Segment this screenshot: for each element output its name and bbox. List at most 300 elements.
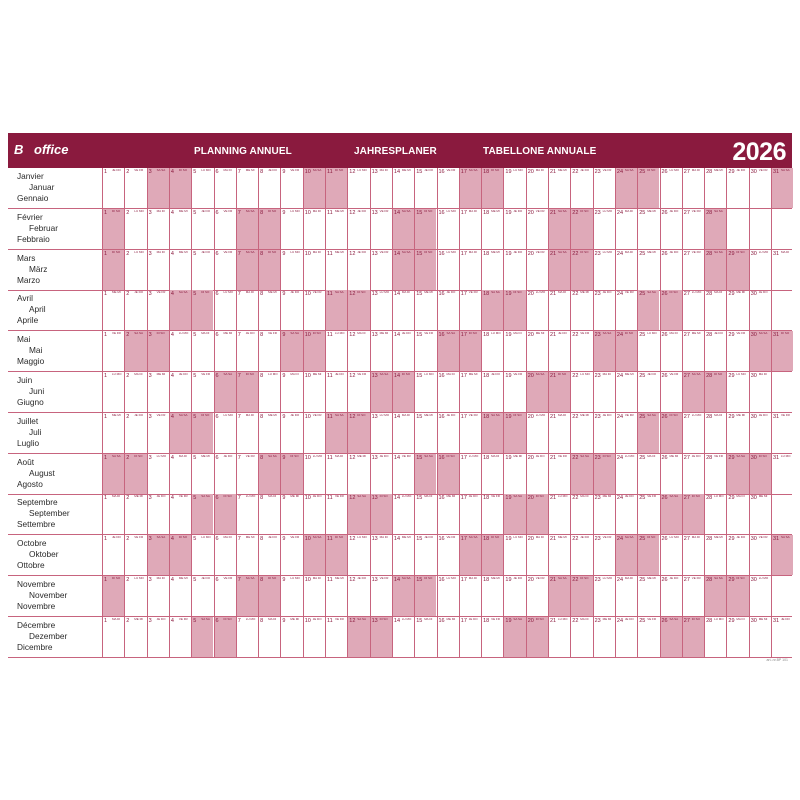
day-cell[interactable] bbox=[660, 168, 682, 208]
day-cell[interactable] bbox=[437, 413, 459, 453]
day-cell[interactable] bbox=[347, 209, 369, 249]
day-cell[interactable] bbox=[347, 494, 369, 534]
day-cell[interactable] bbox=[726, 250, 748, 290]
day-cell[interactable] bbox=[593, 454, 615, 494]
day-cell[interactable] bbox=[169, 168, 191, 208]
day-cell[interactable] bbox=[147, 290, 169, 330]
day-cell[interactable] bbox=[169, 535, 191, 575]
day-cell[interactable] bbox=[147, 168, 169, 208]
day-cell[interactable] bbox=[593, 535, 615, 575]
day-cell[interactable] bbox=[347, 576, 369, 616]
day-cell[interactable] bbox=[503, 209, 525, 249]
day-cell[interactable] bbox=[280, 454, 302, 494]
day-cell[interactable] bbox=[459, 209, 481, 249]
day-cell[interactable] bbox=[526, 413, 548, 453]
day-cell[interactable] bbox=[325, 250, 347, 290]
day-cell[interactable] bbox=[437, 290, 459, 330]
day-cell[interactable] bbox=[437, 331, 459, 371]
day-cell[interactable] bbox=[147, 494, 169, 534]
day-cell[interactable] bbox=[704, 250, 726, 290]
day-cell[interactable] bbox=[124, 535, 146, 575]
day-cell[interactable] bbox=[570, 372, 592, 412]
day-cell[interactable] bbox=[481, 535, 503, 575]
day-cell[interactable] bbox=[280, 168, 302, 208]
day-cell[interactable] bbox=[370, 250, 392, 290]
day-cell[interactable] bbox=[771, 617, 793, 657]
day-cell[interactable] bbox=[214, 209, 236, 249]
day-cell[interactable] bbox=[347, 290, 369, 330]
day-cell[interactable] bbox=[593, 372, 615, 412]
day-cell[interactable] bbox=[526, 250, 548, 290]
day-cell[interactable] bbox=[191, 617, 213, 657]
day-cell[interactable] bbox=[526, 331, 548, 371]
day-cell[interactable] bbox=[325, 209, 347, 249]
day-cell[interactable] bbox=[660, 250, 682, 290]
day-cell[interactable] bbox=[503, 331, 525, 371]
day-cell[interactable] bbox=[102, 290, 124, 330]
day-cell[interactable] bbox=[325, 331, 347, 371]
day-cell[interactable] bbox=[280, 372, 302, 412]
day-cell[interactable] bbox=[437, 617, 459, 657]
day-cell[interactable] bbox=[570, 413, 592, 453]
day-cell[interactable] bbox=[325, 290, 347, 330]
day-cell[interactable] bbox=[637, 535, 659, 575]
day-cell[interactable] bbox=[102, 250, 124, 290]
day-cell[interactable] bbox=[749, 372, 771, 412]
day-cell[interactable] bbox=[570, 454, 592, 494]
day-cell[interactable] bbox=[726, 454, 748, 494]
day-cell[interactable] bbox=[169, 290, 191, 330]
day-cell[interactable] bbox=[258, 494, 280, 534]
day-cell[interactable] bbox=[704, 331, 726, 371]
day-cell[interactable] bbox=[637, 576, 659, 616]
day-cell[interactable] bbox=[325, 535, 347, 575]
day-cell[interactable] bbox=[325, 617, 347, 657]
day-cell[interactable] bbox=[392, 617, 414, 657]
day-cell[interactable] bbox=[749, 576, 771, 616]
day-cell[interactable] bbox=[347, 250, 369, 290]
day-cell[interactable] bbox=[347, 331, 369, 371]
day-cell[interactable] bbox=[347, 372, 369, 412]
day-cell[interactable] bbox=[169, 576, 191, 616]
day-cell[interactable] bbox=[459, 535, 481, 575]
day-cell[interactable] bbox=[370, 454, 392, 494]
day-cell[interactable] bbox=[481, 290, 503, 330]
day-cell[interactable] bbox=[548, 535, 570, 575]
day-cell[interactable] bbox=[660, 290, 682, 330]
day-cell[interactable] bbox=[704, 209, 726, 249]
day-cell[interactable] bbox=[682, 535, 704, 575]
day-cell[interactable] bbox=[214, 454, 236, 494]
day-cell[interactable] bbox=[236, 535, 258, 575]
day-cell[interactable] bbox=[593, 576, 615, 616]
day-cell[interactable] bbox=[548, 617, 570, 657]
day-cell[interactable] bbox=[347, 413, 369, 453]
day-cell[interactable] bbox=[704, 290, 726, 330]
day-cell[interactable] bbox=[258, 576, 280, 616]
day-cell[interactable] bbox=[214, 413, 236, 453]
day-cell[interactable] bbox=[147, 413, 169, 453]
day-cell[interactable] bbox=[660, 576, 682, 616]
day-cell[interactable] bbox=[280, 535, 302, 575]
day-cell[interactable] bbox=[526, 617, 548, 657]
day-cell[interactable] bbox=[682, 617, 704, 657]
day-cell[interactable] bbox=[102, 168, 124, 208]
day-cell[interactable] bbox=[637, 454, 659, 494]
day-cell[interactable] bbox=[704, 454, 726, 494]
day-cell[interactable] bbox=[570, 168, 592, 208]
day-cell[interactable] bbox=[437, 494, 459, 534]
day-cell[interactable] bbox=[503, 168, 525, 208]
day-cell[interactable] bbox=[191, 576, 213, 616]
day-cell[interactable] bbox=[637, 494, 659, 534]
day-cell[interactable] bbox=[615, 454, 637, 494]
day-cell[interactable] bbox=[481, 250, 503, 290]
day-cell[interactable] bbox=[771, 290, 793, 330]
day-cell[interactable] bbox=[459, 494, 481, 534]
day-cell[interactable] bbox=[682, 576, 704, 616]
day-cell[interactable] bbox=[124, 454, 146, 494]
day-cell[interactable] bbox=[303, 494, 325, 534]
day-cell[interactable] bbox=[414, 413, 436, 453]
day-cell[interactable] bbox=[637, 209, 659, 249]
day-cell[interactable] bbox=[236, 454, 258, 494]
day-cell[interactable] bbox=[615, 290, 637, 330]
day-cell[interactable] bbox=[303, 290, 325, 330]
day-cell[interactable] bbox=[481, 576, 503, 616]
day-cell[interactable] bbox=[682, 168, 704, 208]
day-cell[interactable] bbox=[503, 494, 525, 534]
day-cell[interactable] bbox=[236, 494, 258, 534]
day-cell[interactable] bbox=[303, 535, 325, 575]
day-cell[interactable] bbox=[124, 494, 146, 534]
day-cell[interactable] bbox=[771, 209, 793, 249]
day-cell[interactable] bbox=[191, 413, 213, 453]
day-cell[interactable] bbox=[615, 209, 637, 249]
day-cell[interactable] bbox=[437, 372, 459, 412]
day-cell[interactable] bbox=[102, 494, 124, 534]
day-cell[interactable] bbox=[347, 535, 369, 575]
day-cell[interactable] bbox=[370, 535, 392, 575]
day-cell[interactable] bbox=[124, 209, 146, 249]
day-cell[interactable] bbox=[280, 413, 302, 453]
day-cell[interactable] bbox=[548, 372, 570, 412]
day-cell[interactable] bbox=[459, 290, 481, 330]
day-cell[interactable] bbox=[147, 250, 169, 290]
day-cell[interactable] bbox=[258, 250, 280, 290]
day-cell[interactable] bbox=[414, 331, 436, 371]
day-cell[interactable] bbox=[749, 617, 771, 657]
day-cell[interactable] bbox=[660, 413, 682, 453]
day-cell[interactable] bbox=[392, 454, 414, 494]
day-cell[interactable] bbox=[392, 250, 414, 290]
day-cell[interactable] bbox=[660, 494, 682, 534]
day-cell[interactable] bbox=[258, 209, 280, 249]
day-cell[interactable] bbox=[459, 250, 481, 290]
day-cell[interactable] bbox=[526, 372, 548, 412]
day-cell[interactable] bbox=[370, 576, 392, 616]
day-cell[interactable] bbox=[280, 331, 302, 371]
day-cell[interactable] bbox=[236, 168, 258, 208]
day-cell[interactable] bbox=[147, 576, 169, 616]
day-cell[interactable] bbox=[258, 535, 280, 575]
day-cell[interactable] bbox=[481, 209, 503, 249]
day-cell[interactable] bbox=[726, 290, 748, 330]
day-cell[interactable] bbox=[459, 413, 481, 453]
day-cell[interactable] bbox=[682, 494, 704, 534]
day-cell[interactable] bbox=[102, 535, 124, 575]
day-cell[interactable] bbox=[169, 454, 191, 494]
day-cell[interactable] bbox=[548, 250, 570, 290]
day-cell[interactable] bbox=[214, 331, 236, 371]
day-cell[interactable] bbox=[481, 413, 503, 453]
day-cell[interactable] bbox=[459, 617, 481, 657]
day-cell[interactable] bbox=[570, 535, 592, 575]
day-cell[interactable] bbox=[169, 413, 191, 453]
day-cell[interactable] bbox=[280, 209, 302, 249]
day-cell[interactable] bbox=[325, 168, 347, 208]
day-cell[interactable] bbox=[481, 168, 503, 208]
day-cell[interactable] bbox=[214, 576, 236, 616]
day-cell[interactable] bbox=[414, 250, 436, 290]
day-cell[interactable] bbox=[414, 617, 436, 657]
day-cell[interactable] bbox=[236, 413, 258, 453]
day-cell[interactable] bbox=[102, 454, 124, 494]
day-cell[interactable] bbox=[660, 331, 682, 371]
day-cell[interactable] bbox=[124, 250, 146, 290]
day-cell[interactable] bbox=[124, 331, 146, 371]
day-cell[interactable] bbox=[191, 209, 213, 249]
day-cell[interactable] bbox=[593, 209, 615, 249]
day-cell[interactable] bbox=[214, 290, 236, 330]
day-cell[interactable] bbox=[325, 576, 347, 616]
day-cell[interactable] bbox=[726, 372, 748, 412]
day-cell[interactable] bbox=[124, 617, 146, 657]
day-cell[interactable] bbox=[102, 331, 124, 371]
day-cell[interactable] bbox=[370, 372, 392, 412]
day-cell[interactable] bbox=[503, 617, 525, 657]
day-cell[interactable] bbox=[258, 454, 280, 494]
day-cell[interactable] bbox=[548, 209, 570, 249]
day-cell[interactable] bbox=[526, 290, 548, 330]
day-cell[interactable] bbox=[548, 454, 570, 494]
day-cell[interactable] bbox=[147, 331, 169, 371]
day-cell[interactable] bbox=[370, 494, 392, 534]
day-cell[interactable] bbox=[749, 331, 771, 371]
day-cell[interactable] bbox=[503, 372, 525, 412]
day-cell[interactable] bbox=[593, 331, 615, 371]
day-cell[interactable] bbox=[236, 290, 258, 330]
day-cell[interactable] bbox=[548, 290, 570, 330]
day-cell[interactable] bbox=[437, 454, 459, 494]
day-cell[interactable] bbox=[392, 494, 414, 534]
day-cell[interactable] bbox=[392, 372, 414, 412]
day-cell[interactable] bbox=[102, 209, 124, 249]
day-cell[interactable] bbox=[682, 372, 704, 412]
day-cell[interactable] bbox=[682, 331, 704, 371]
day-cell[interactable] bbox=[214, 535, 236, 575]
day-cell[interactable] bbox=[124, 168, 146, 208]
day-cell[interactable] bbox=[526, 535, 548, 575]
day-cell[interactable] bbox=[258, 617, 280, 657]
day-cell[interactable] bbox=[615, 576, 637, 616]
day-cell[interactable] bbox=[548, 494, 570, 534]
day-cell[interactable] bbox=[570, 331, 592, 371]
day-cell[interactable] bbox=[637, 168, 659, 208]
day-cell[interactable] bbox=[481, 494, 503, 534]
day-cell[interactable] bbox=[191, 494, 213, 534]
day-cell[interactable] bbox=[660, 372, 682, 412]
day-cell[interactable] bbox=[347, 617, 369, 657]
day-cell[interactable] bbox=[481, 331, 503, 371]
day-cell[interactable] bbox=[414, 494, 436, 534]
day-cell[interactable] bbox=[370, 331, 392, 371]
day-cell[interactable] bbox=[392, 535, 414, 575]
day-cell[interactable] bbox=[749, 454, 771, 494]
day-cell[interactable] bbox=[526, 168, 548, 208]
day-cell[interactable] bbox=[771, 331, 793, 371]
day-cell[interactable] bbox=[726, 168, 748, 208]
day-cell[interactable] bbox=[214, 168, 236, 208]
day-cell[interactable] bbox=[102, 617, 124, 657]
day-cell[interactable] bbox=[236, 250, 258, 290]
day-cell[interactable] bbox=[280, 617, 302, 657]
day-cell[interactable] bbox=[771, 168, 793, 208]
day-cell[interactable] bbox=[548, 413, 570, 453]
day-cell[interactable] bbox=[169, 331, 191, 371]
day-cell[interactable] bbox=[392, 209, 414, 249]
day-cell[interactable] bbox=[548, 168, 570, 208]
day-cell[interactable] bbox=[503, 454, 525, 494]
day-cell[interactable] bbox=[615, 331, 637, 371]
day-cell[interactable] bbox=[236, 331, 258, 371]
day-cell[interactable] bbox=[771, 372, 793, 412]
day-cell[interactable] bbox=[414, 290, 436, 330]
day-cell[interactable] bbox=[303, 209, 325, 249]
day-cell[interactable] bbox=[771, 535, 793, 575]
day-cell[interactable] bbox=[392, 290, 414, 330]
day-cell[interactable] bbox=[258, 168, 280, 208]
day-cell[interactable] bbox=[124, 413, 146, 453]
day-cell[interactable] bbox=[593, 250, 615, 290]
day-cell[interactable] bbox=[347, 168, 369, 208]
day-cell[interactable] bbox=[570, 209, 592, 249]
day-cell[interactable] bbox=[437, 576, 459, 616]
day-cell[interactable] bbox=[726, 494, 748, 534]
day-cell[interactable] bbox=[615, 168, 637, 208]
day-cell[interactable] bbox=[726, 413, 748, 453]
day-cell[interactable] bbox=[169, 250, 191, 290]
day-cell[interactable] bbox=[526, 209, 548, 249]
day-cell[interactable] bbox=[548, 331, 570, 371]
day-cell[interactable] bbox=[503, 576, 525, 616]
day-cell[interactable] bbox=[414, 168, 436, 208]
day-cell[interactable] bbox=[637, 331, 659, 371]
day-cell[interactable] bbox=[370, 168, 392, 208]
day-cell[interactable] bbox=[771, 413, 793, 453]
day-cell[interactable] bbox=[481, 372, 503, 412]
day-cell[interactable] bbox=[660, 209, 682, 249]
day-cell[interactable] bbox=[682, 413, 704, 453]
day-cell[interactable] bbox=[236, 209, 258, 249]
day-cell[interactable] bbox=[749, 413, 771, 453]
day-cell[interactable] bbox=[370, 413, 392, 453]
day-cell[interactable] bbox=[704, 576, 726, 616]
day-cell[interactable] bbox=[526, 576, 548, 616]
day-cell[interactable] bbox=[615, 372, 637, 412]
day-cell[interactable] bbox=[503, 250, 525, 290]
day-cell[interactable] bbox=[169, 617, 191, 657]
day-cell[interactable] bbox=[459, 331, 481, 371]
day-cell[interactable] bbox=[660, 617, 682, 657]
day-cell[interactable] bbox=[503, 290, 525, 330]
day-cell[interactable] bbox=[437, 535, 459, 575]
day-cell[interactable] bbox=[704, 494, 726, 534]
day-cell[interactable] bbox=[726, 331, 748, 371]
day-cell[interactable] bbox=[191, 372, 213, 412]
day-cell[interactable] bbox=[437, 209, 459, 249]
day-cell[interactable] bbox=[704, 535, 726, 575]
day-cell[interactable] bbox=[682, 290, 704, 330]
day-cell[interactable] bbox=[392, 576, 414, 616]
day-cell[interactable] bbox=[637, 413, 659, 453]
day-cell[interactable] bbox=[615, 250, 637, 290]
day-cell[interactable] bbox=[570, 576, 592, 616]
day-cell[interactable] bbox=[258, 413, 280, 453]
day-cell[interactable] bbox=[214, 617, 236, 657]
day-cell[interactable] bbox=[704, 413, 726, 453]
day-cell[interactable] bbox=[214, 494, 236, 534]
day-cell[interactable] bbox=[191, 250, 213, 290]
day-cell[interactable] bbox=[593, 413, 615, 453]
day-cell[interactable] bbox=[593, 290, 615, 330]
day-cell[interactable] bbox=[481, 454, 503, 494]
day-cell[interactable] bbox=[303, 617, 325, 657]
day-cell[interactable] bbox=[169, 209, 191, 249]
day-cell[interactable] bbox=[280, 576, 302, 616]
day-cell[interactable] bbox=[124, 372, 146, 412]
day-cell[interactable] bbox=[303, 331, 325, 371]
day-cell[interactable] bbox=[749, 209, 771, 249]
day-cell[interactable] bbox=[503, 413, 525, 453]
day-cell[interactable] bbox=[191, 535, 213, 575]
day-cell[interactable] bbox=[593, 168, 615, 208]
day-cell[interactable] bbox=[437, 168, 459, 208]
day-cell[interactable] bbox=[102, 372, 124, 412]
day-cell[interactable] bbox=[236, 576, 258, 616]
day-cell[interactable] bbox=[191, 290, 213, 330]
day-cell[interactable] bbox=[593, 617, 615, 657]
day-cell[interactable] bbox=[392, 331, 414, 371]
day-cell[interactable] bbox=[459, 372, 481, 412]
day-cell[interactable] bbox=[637, 372, 659, 412]
day-cell[interactable] bbox=[615, 535, 637, 575]
day-cell[interactable] bbox=[303, 250, 325, 290]
day-cell[interactable] bbox=[325, 494, 347, 534]
day-cell[interactable] bbox=[258, 331, 280, 371]
day-cell[interactable] bbox=[280, 290, 302, 330]
day-cell[interactable] bbox=[169, 494, 191, 534]
day-cell[interactable] bbox=[347, 454, 369, 494]
day-cell[interactable] bbox=[749, 250, 771, 290]
day-cell[interactable] bbox=[280, 250, 302, 290]
day-cell[interactable] bbox=[459, 168, 481, 208]
day-cell[interactable] bbox=[392, 413, 414, 453]
day-cell[interactable] bbox=[191, 168, 213, 208]
day-cell[interactable] bbox=[481, 617, 503, 657]
day-cell[interactable] bbox=[771, 576, 793, 616]
day-cell[interactable] bbox=[637, 617, 659, 657]
